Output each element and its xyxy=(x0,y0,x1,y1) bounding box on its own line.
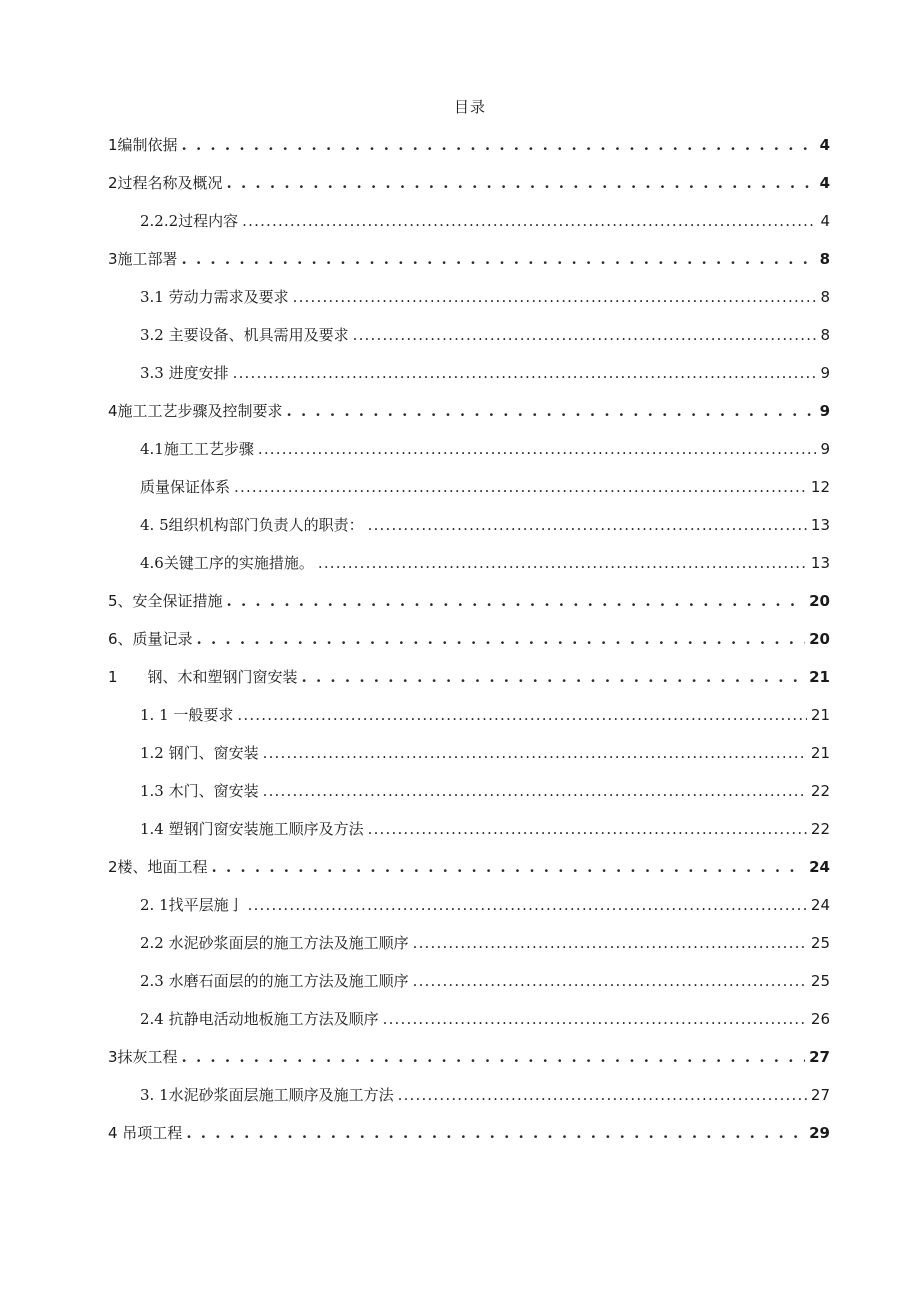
toc-entry-label: 6、质量记录 xyxy=(108,630,193,648)
toc-entry-page: 13 xyxy=(810,554,830,572)
toc-entry-label: 3. 1水泥砂浆面层施工顺序及施工方法 xyxy=(140,1086,394,1104)
toc-entry[interactable] xyxy=(108,1114,830,1152)
toc-entry-page: 24 xyxy=(810,896,830,914)
toc-entry[interactable] xyxy=(108,886,830,924)
dot-leader xyxy=(186,1114,805,1152)
dot-leader xyxy=(368,810,807,848)
toc-entry-page: 8 xyxy=(819,250,830,268)
toc-entry[interactable] xyxy=(108,810,830,848)
toc-entry-label: 3抹灰工程 xyxy=(108,1048,178,1066)
toc-entry-page: 20 xyxy=(809,630,830,648)
toc-entry-page: 8 xyxy=(820,288,830,306)
toc-entry-label: 1. 1 一般要求 xyxy=(140,706,234,724)
toc-entry[interactable] xyxy=(108,962,830,1000)
toc-entry[interactable] xyxy=(108,468,830,506)
toc-entry[interactable] xyxy=(108,430,830,468)
toc-entry-page: 21 xyxy=(809,668,830,686)
dot-leader xyxy=(398,1076,807,1114)
toc-entry-label: 5、安全保证措施 xyxy=(108,592,223,610)
toc-entry-label: 3.2 主要设备、机具需用及要求 xyxy=(140,326,349,344)
toc-entry[interactable] xyxy=(108,164,830,202)
dot-leader xyxy=(234,468,807,506)
dot-leader xyxy=(413,962,807,1000)
toc-entry-label: 2楼、地面工程 xyxy=(108,858,208,876)
toc-entry[interactable] xyxy=(108,316,830,354)
toc-entry-page: 4 xyxy=(819,174,830,192)
toc-entry-page: 8 xyxy=(820,326,830,344)
toc-entry-page: 22 xyxy=(810,782,830,800)
toc-entry[interactable] xyxy=(108,1076,830,1114)
toc-entry-page: 27 xyxy=(809,1048,830,1066)
toc-entry-page: 26 xyxy=(810,1010,830,1028)
toc-entry-page: 27 xyxy=(810,1086,830,1104)
dot-leader xyxy=(233,354,817,392)
toc-entry-label: 1.4 塑钢门窗安装施工顺序及方法 xyxy=(140,820,364,838)
toc-entry-page: 21 xyxy=(810,744,830,762)
toc-entry-page: 21 xyxy=(810,706,830,724)
dot-leader xyxy=(287,392,816,430)
toc-entry[interactable] xyxy=(108,126,830,164)
toc-entry-label: 质量保证体系 xyxy=(140,478,231,496)
toc-entry-label: 1编制依据 xyxy=(108,136,178,154)
dot-leader xyxy=(227,164,816,202)
dot-leader xyxy=(182,1038,806,1076)
dot-leader xyxy=(212,848,806,886)
dot-leader xyxy=(242,202,816,240)
toc-entry-label: 1.2 钢门、窗安装 xyxy=(140,744,259,762)
toc-entry-label: 4施工工艺步骤及控制要求 xyxy=(108,402,283,420)
dot-leader xyxy=(413,924,807,962)
toc-entry-label: 2. 1找平层施亅 xyxy=(140,896,244,914)
toc-entry[interactable] xyxy=(108,734,830,772)
toc-entry-page: 9 xyxy=(820,440,830,458)
table-of-contents xyxy=(108,126,830,1152)
toc-entry-label: 4.1施工工艺步骤 xyxy=(140,440,254,458)
toc-entry-label: 3施工部署 xyxy=(108,250,178,268)
dot-leader xyxy=(302,658,806,696)
dot-leader xyxy=(368,506,807,544)
toc-entry-page: 13 xyxy=(810,516,830,534)
toc-entry-label: 2.2.2过程内容 xyxy=(140,212,239,230)
toc-title: 目录 xyxy=(453,98,486,116)
dot-leader xyxy=(182,240,816,278)
toc-entry-label: 2过程名称及概况 xyxy=(108,174,223,192)
toc-entry[interactable] xyxy=(108,582,830,620)
dot-leader xyxy=(197,620,806,658)
toc-entry-page: 9 xyxy=(820,364,830,382)
dot-leader xyxy=(318,544,807,582)
toc-entry[interactable] xyxy=(108,696,830,734)
toc-entry-label: 2.3 水磨石面层的的施工方法及施工顺序 xyxy=(140,972,409,990)
dot-leader xyxy=(353,316,817,354)
toc-entry-page: 24 xyxy=(809,858,830,876)
toc-entry-label: 4. 5组织机构部门负责人的职责： xyxy=(140,516,364,534)
dot-leader xyxy=(248,886,807,924)
toc-entry-label: 2.4 抗静电活动地板施工方法及顺序 xyxy=(140,1010,379,1028)
toc-entry[interactable] xyxy=(108,278,830,316)
toc-entry-label: 1.3 木门、窗安装 xyxy=(140,782,259,800)
toc-entry-label: 2.2 水泥砂浆面层的施工方法及施工顺序 xyxy=(140,934,409,952)
toc-entry-page: 25 xyxy=(810,934,830,952)
toc-entry-label: 3.1 劳动力需求及要求 xyxy=(140,288,289,306)
dot-leader xyxy=(182,126,816,164)
toc-entry[interactable] xyxy=(108,392,830,430)
toc-entry[interactable] xyxy=(108,544,830,582)
toc-entry[interactable] xyxy=(108,202,830,240)
toc-entry-label: 4 吊项工程 xyxy=(108,1124,183,1142)
toc-entry-page: 4 xyxy=(820,212,830,230)
dot-leader xyxy=(293,278,817,316)
toc-entry[interactable] xyxy=(108,354,830,392)
toc-entry-page: 20 xyxy=(809,592,830,610)
toc-entry[interactable] xyxy=(108,240,830,278)
toc-entry[interactable] xyxy=(108,620,830,658)
toc-entry[interactable] xyxy=(108,848,830,886)
toc-entry-page: 4 xyxy=(819,136,830,154)
dot-leader xyxy=(227,582,806,620)
toc-entry-label: 1 钢、木和塑钢门窗安装 xyxy=(108,668,298,686)
dot-leader xyxy=(263,734,807,772)
dot-leader xyxy=(263,772,807,810)
dot-leader xyxy=(383,1000,807,1038)
toc-entry[interactable] xyxy=(108,924,830,962)
toc-entry-page: 12 xyxy=(810,478,830,496)
toc-entry[interactable] xyxy=(108,772,830,810)
toc-entry-label: 4.6关键工序的实施措施。 xyxy=(140,554,314,572)
toc-entry-page: 9 xyxy=(819,402,830,420)
toc-entry[interactable] xyxy=(108,1000,830,1038)
toc-entry-page: 22 xyxy=(810,820,830,838)
toc-entry[interactable] xyxy=(108,1038,830,1076)
dot-leader xyxy=(258,430,817,468)
toc-entry-page: 25 xyxy=(810,972,830,990)
toc-entry-page: 29 xyxy=(809,1124,830,1142)
toc-entry[interactable] xyxy=(108,658,830,696)
toc-entry[interactable] xyxy=(108,506,830,544)
toc-entry-label: 3.3 进度安排 xyxy=(140,364,229,382)
dot-leader xyxy=(237,696,807,734)
